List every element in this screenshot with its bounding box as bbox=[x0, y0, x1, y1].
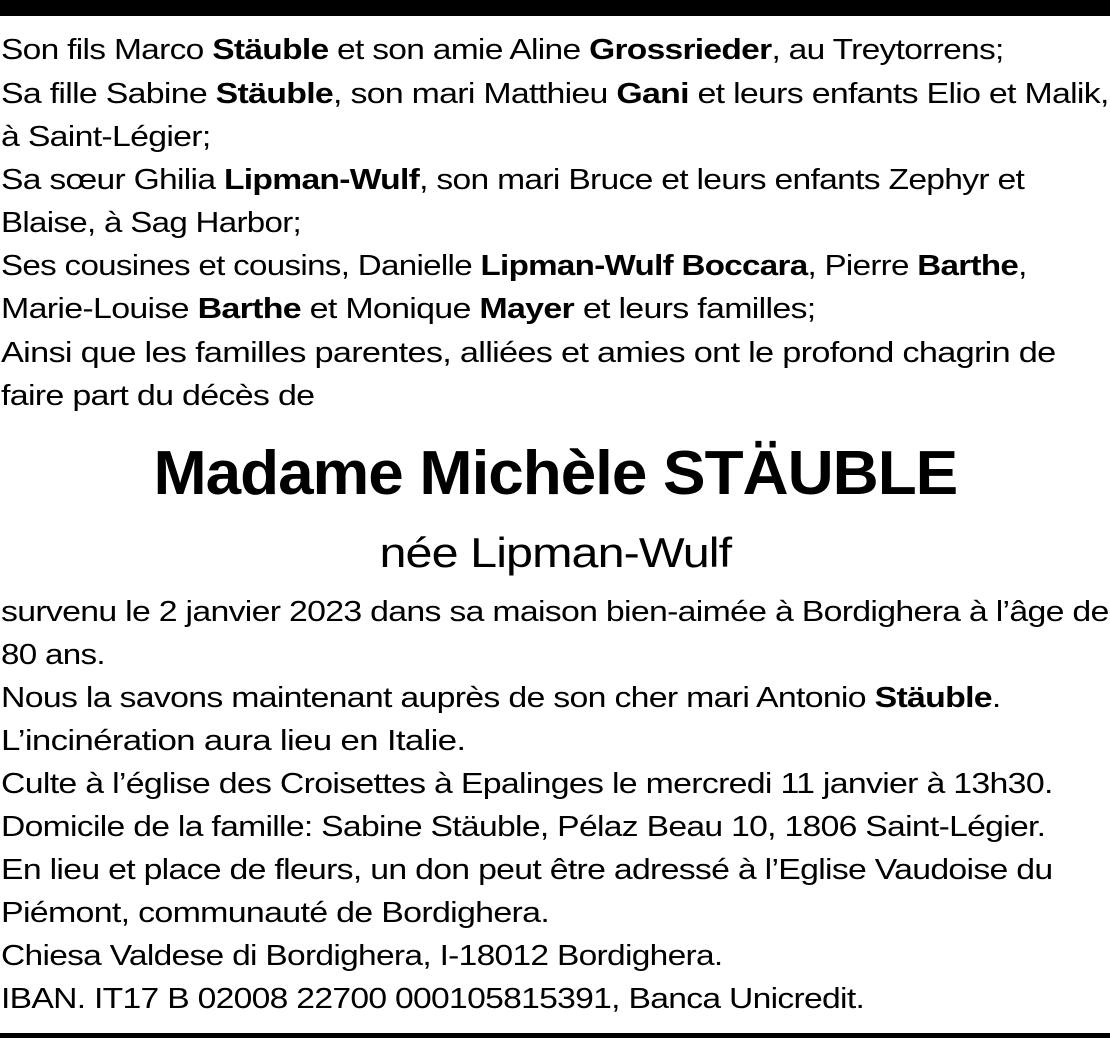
text: Ainsi que les familles parentes, alliées et amies ont le profond chagrin de bbox=[1, 337, 1056, 369]
surname: Grossrieder bbox=[589, 34, 772, 66]
surname: Stäuble bbox=[215, 78, 334, 110]
text: , au Treytorrens; bbox=[771, 34, 1004, 66]
surname: Barthe bbox=[917, 250, 1019, 282]
details-line-9 bbox=[1, 938, 723, 974]
details-line-1 bbox=[1, 594, 1109, 630]
family-line-4 bbox=[1, 162, 1024, 198]
maiden-name: née Lipman-Wulf bbox=[379, 529, 731, 576]
family-line-5 bbox=[1, 205, 301, 241]
text: Domicile de la famille: Sabine Stäuble, Pélaz Beau 10, 1806 Saint-Légier. bbox=[1, 811, 1046, 843]
surname: Gani bbox=[616, 78, 689, 110]
deceased-name: Madame Michèle STÄUBLE bbox=[153, 439, 957, 508]
family-line-9 bbox=[1, 378, 314, 414]
surname: Lipman-Wulf bbox=[223, 164, 420, 196]
surname: Barthe bbox=[197, 293, 301, 325]
text: Culte à l’église des Croisettes à Epalinges le mercredi 11 janvier à 13h30. bbox=[1, 768, 1053, 800]
text: et son amie Aline bbox=[328, 34, 590, 66]
text: Ses cousines et cousins, Danielle bbox=[1, 250, 481, 282]
details-line-8 bbox=[1, 895, 549, 931]
family-line-8 bbox=[1, 335, 1056, 371]
text: Nous la savons maintenant auprès de son cher mari Antonio bbox=[1, 682, 875, 714]
family-line-2 bbox=[1, 76, 1109, 112]
details-line-5 bbox=[1, 766, 1053, 802]
family-line-7 bbox=[1, 291, 816, 327]
details-line-7 bbox=[1, 852, 1052, 888]
text: L’incinération aura lieu en Italie. bbox=[1, 725, 466, 757]
text: , son mari Matthieu bbox=[333, 78, 617, 110]
text: Blaise, à Sag Harbor; bbox=[1, 207, 302, 239]
text: Piémont, communauté de Bordighera. bbox=[1, 897, 550, 929]
text: survenu le 2 janvier 2023 dans sa maison bien-aimée à Bordighera à l’âge de bbox=[1, 596, 1109, 628]
text: , son mari Bruce et leurs enfants Zephyr et bbox=[419, 164, 1025, 196]
text: Chiesa Valdese di Bordighera, I-18012 Bordighera. bbox=[1, 940, 723, 972]
bottom-rule bbox=[0, 1033, 1110, 1038]
text: à Saint-Légier; bbox=[1, 121, 211, 153]
surname: Mayer bbox=[479, 293, 575, 325]
top-rule bbox=[0, 0, 1110, 16]
family-line-3 bbox=[1, 119, 211, 155]
text: , Pierre bbox=[807, 250, 918, 282]
family-line-6 bbox=[1, 248, 1027, 284]
text: Son fils Marco bbox=[1, 34, 213, 66]
details-line-6 bbox=[1, 809, 1045, 845]
details-line-2 bbox=[1, 637, 105, 673]
text: Sa fille Sabine bbox=[1, 78, 216, 110]
surname: Lipman-Wulf Boccara bbox=[480, 250, 808, 282]
text: , bbox=[1018, 250, 1027, 282]
text: IBAN. IT17 B 02008 22700 000105815391, Banca Unicredit. bbox=[1, 983, 865, 1015]
details-line-4 bbox=[1, 723, 465, 759]
text: . bbox=[991, 682, 1001, 714]
text: Marie-Louise bbox=[1, 293, 198, 325]
text: et leurs enfants Elio et Malik, bbox=[688, 78, 1109, 110]
details-line-10 bbox=[1, 981, 864, 1017]
family-line-1 bbox=[1, 32, 1004, 68]
text: En lieu et place de fleurs, un don peut être adressé à l’Eglise Vaudoise du bbox=[1, 854, 1053, 886]
surname: Stäuble bbox=[874, 682, 992, 714]
text: faire part du décès de bbox=[1, 380, 315, 412]
text: Sa sœur Ghilia bbox=[1, 164, 224, 196]
details-line-3 bbox=[1, 680, 1001, 716]
text: 80 ans. bbox=[1, 639, 105, 671]
surname: Stäuble bbox=[212, 34, 329, 66]
text: et leurs familles; bbox=[574, 293, 816, 325]
text: et Monique bbox=[300, 293, 480, 325]
